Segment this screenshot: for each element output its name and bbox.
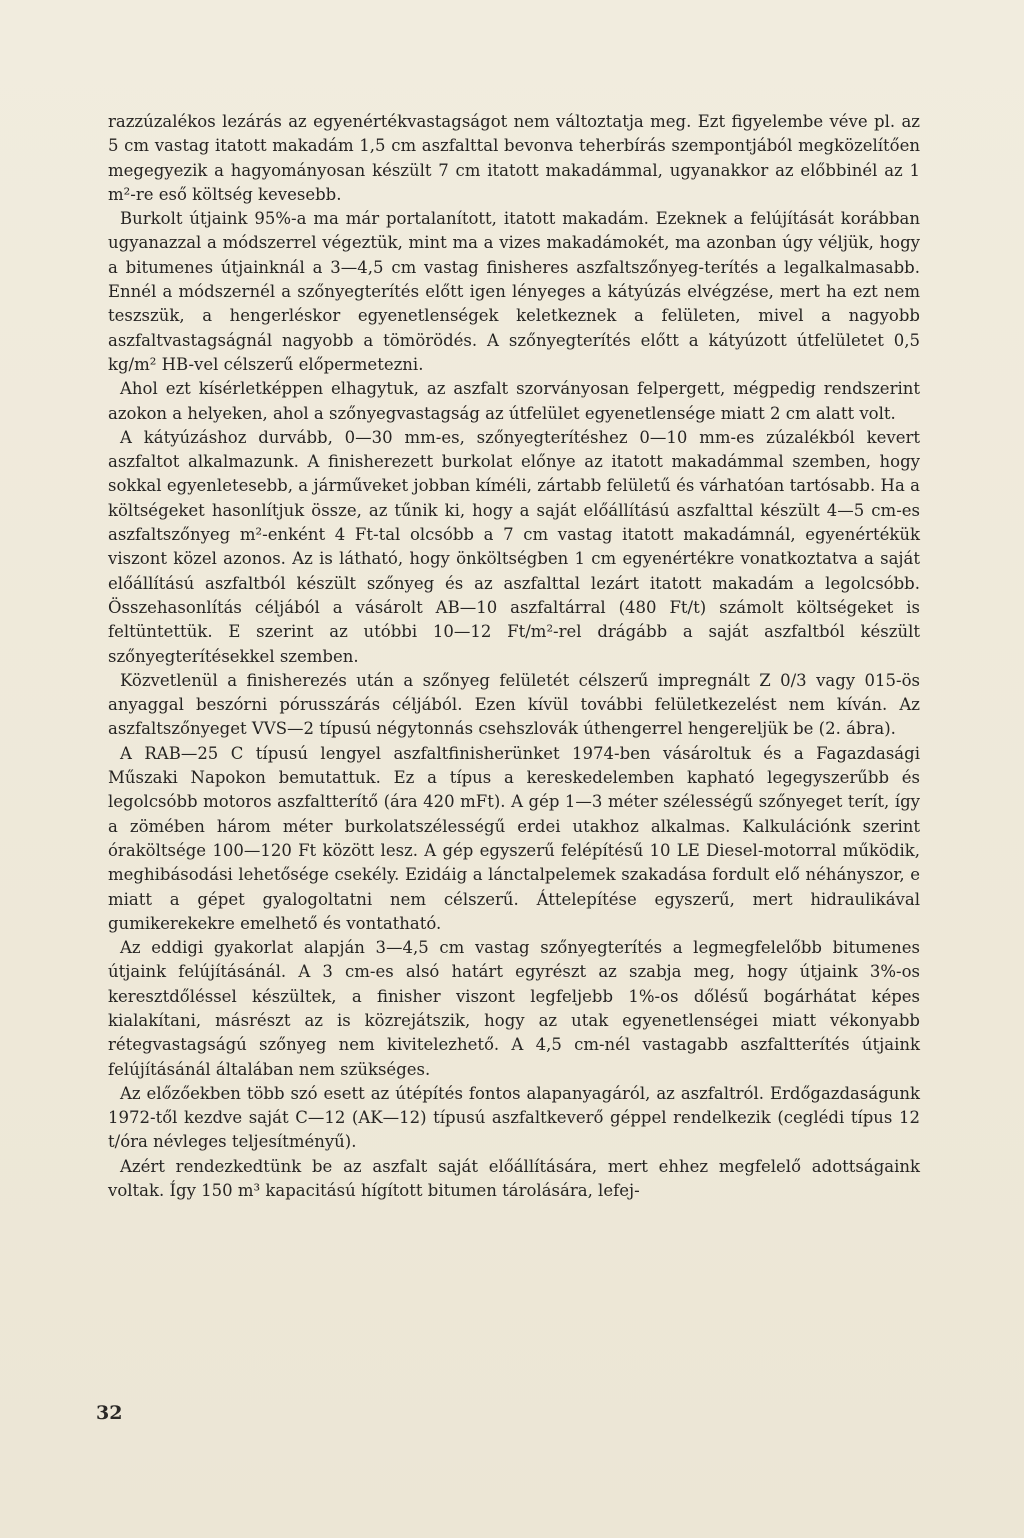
- paragraph: Közvetlenül a finisherezés után a szőnyeg felületét célszerű impregnált Z 0/3 vagy 015-ös anyaggal beszórni pórusszárás céljából. Ezen kívül további felületkezelést nem kíván. Az aszfaltszőnyeget VVS—2 típusú négytonnás csehszlovák úthengerrel hengereljük be (2. ábra).: [108, 670, 920, 739]
- paragraph: Burkolt útjaink 95%-a ma már portalanított, itatott makadám. Ezeknek a felújítását korábban ugyanazzal a módszerrel végeztük, mint ma a vizes makadámokét, ma azonban úgy véljük, hogy a bitumenes útjainknál a 3—4,5 cm vastag finisheres aszfaltszőnyeg-terítés a legalkalmasabb. Ennél a módszernél a szőnyegterítés előtt igen lényeges a kátyúzás elvégzése, mert ha ezt nem teszszük, a hengerléskor egyenetlenségek keletkeznek a felületen, mivel a nagyobb aszfaltvastagságnál nagyobb a tömörödés. A szőnyegterítés előtt a kátyúzott útfelületet 0,5 kg/m² HB-vel célszerű előpermetezni.: [108, 209, 920, 374]
- paragraph: Azért rendezkedtünk be az aszfalt saját előállítására, mert ehhez megfelelő adottságaink voltak. Így 150 m³ kapacitású hígított bitumen tárolására, lefej-: [108, 1156, 920, 1201]
- paragraph: razzúzalékos lezárás az egyenértékvastagságot nem változtatja meg. Ezt figyelembe véve pl. az 5 cm vastag itatott makadám 1,5 cm aszfalttal bevonva teherbírás szempontjából megközelítően megegyezik a hagyományosan készült 7 cm itatott makadámmal, ugyanakkor az előbbinél az 1 m²-re eső költség kevesebb.: [108, 112, 920, 204]
- paragraph: A RAB—25 C típusú lengyel aszfaltfinisherünket 1974-ben vásároltuk és a Fagazdasági Műszaki Napokon bemutattuk. Ez a típus a kereskedelemben kapható legegyszerűbb és legolcsóbb motoros aszfaltterítő (ára 420 mFt). A gép 1—3 méter szélességű szőnyeget terít, így a zömében három méter burkolatszélességű erdei utakhoz alkalmas. Kalkulációnk szerint óraköltsége 100—120 Ft között lesz. A gép egyszerű felépítésű 10 LE Diesel-motorral működik, meghibásodási lehetősége csekély. Ezidáig a lánctalpelemek szakadása fordult elő néhányszor, e miatt a gépet gyalogoltatni nem célszerű. Áttelepítése egyszerű, mert hidraulikával gumikerekekre emelhető és vontatható.: [108, 743, 920, 933]
- paragraph: A kátyúzáshoz durvább, 0—30 mm-es, szőnyegterítéshez 0—10 mm-es zúzalékból kevert aszfaltot alkalmazunk. A finisherezett burkolat előnye az itatott makadámmal szemben, hogy sokkal egyenletesebb, a járműveket jobban kíméli, zártabb felületű és várhatóan tartósabb. Ha a költségeket hasonlítjuk össze, az tűnik ki, hogy a saját előállítású aszfalttal készült 4—5 cm-es aszfaltszőnyeg m²-enként 4 Ft-tal olcsóbb a 7 cm vastag itatott makadámnál, egyenértékük viszont közel azonos. Az is látható, hogy önköltségben 1 cm egyenértékre vonatkoztatva a saját előállítású aszfaltból készült szőnyeg és az aszfalttal lezárt itatott makadám a legolcsóbb. Összehasonlítás céljából a vásárolt AB—10 aszfaltárral (480 Ft/t) számolt költségeket is feltüntettük. E szerint az utóbbi 10—12 Ft/m²-rel drágább a saját aszfaltból készült szőnyegterítésekkel szemben.: [108, 427, 920, 666]
- paragraph: Az eddigi gyakorlat alapján 3—4,5 cm vastag szőnyegterítés a legmegfelelőbb bitumenes útjaink felújításánál. A 3 cm-es alsó határt egyrészt az szabja meg, hogy útjaink 3%-os keresztdőléssel készültek, a finisher viszont legfeljebb 1%-os dőlésű bogárhátat képes kialakítani, másrészt az is közrejátszik, hogy az utak egyenetlenségei miatt vékonyabb rétegvastagságú szőnyeg nem kivitelezhető. A 4,5 cm-nél vastagabb aszfaltterítés útjaink felújításánál általában nem szükséges.: [108, 938, 920, 1079]
- paragraph: Az előzőekben több szó esett az útépítés fontos alapanyagáról, az aszfaltról. Erdőgazdaságunk 1972-től kezdve saját C—12 (AK—12) típusú aszfaltkeverő géppel rendelkezik (ceglédi típus 12 t/óra névleges teljesítményű).: [108, 1083, 920, 1152]
- body-text: [108, 110, 920, 1203]
- paragraph: Ahol ezt kísérletképpen elhagytuk, az aszfalt szorványosan felpergett, mégpedig rendszerint azokon a helyeken, ahol a szőnyegvastagság az útfelület egyenetlensége miatt 2 cm alatt volt.: [108, 379, 920, 423]
- page-number: 32: [96, 1402, 123, 1424]
